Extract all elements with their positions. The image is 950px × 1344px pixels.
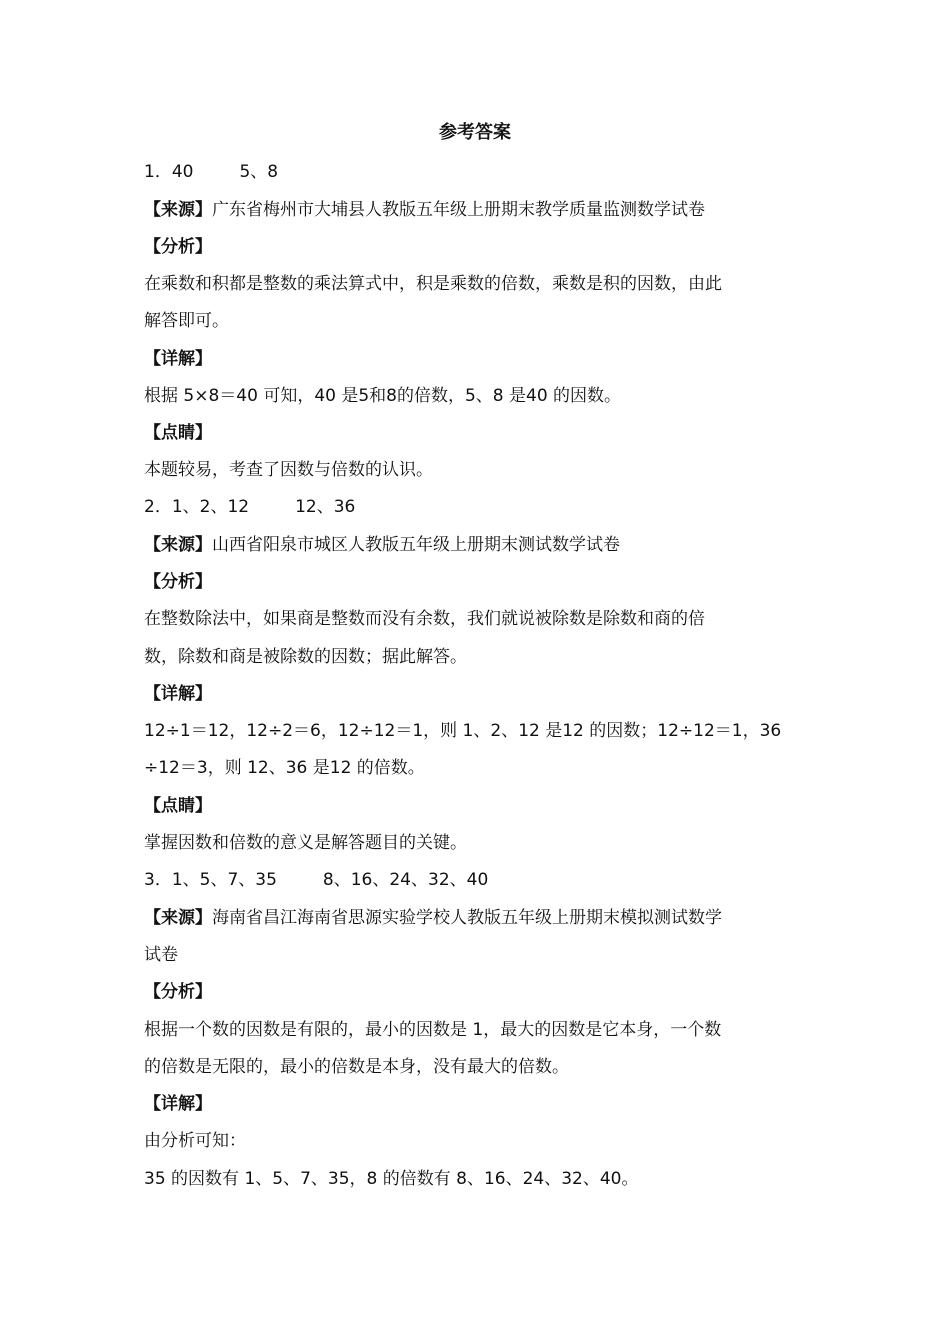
- q1-source-line: [144, 196, 804, 224]
- q1-number: 1．: [144, 162, 172, 182]
- q2-detail-line2: ÷12＝3，则 12、36 是12 的倍数。: [144, 758, 425, 778]
- q3-analysis-line1: 根据一个数的因数是有限的，最小的因数是 1，最大的因数是它本身，一个数: [144, 1020, 722, 1040]
- q2-detail-line1: 12÷1＝12，12÷2＝6，12÷12＝1，则 1、2、12 是12 的因数；12÷12＝1，36: [144, 721, 782, 741]
- q3-source-line1: 海南省昌江海南省思源实验学校人教版五年级上册期末模拟测试数学: [212, 908, 722, 928]
- page-title: 参考答案: [439, 122, 511, 143]
- q3-source-line: [144, 904, 804, 932]
- q2-detail-label: 【详解】: [144, 684, 212, 704]
- q1-analysis-line2: 解答即可。: [144, 311, 229, 331]
- q3-number: 3．: [144, 870, 172, 890]
- q3-detail-line1: 由分析可知：: [144, 1131, 246, 1151]
- q3-detail-label: 【详解】: [144, 1094, 212, 1114]
- q1-answer-a: 40: [171, 162, 194, 182]
- q2-comment-label: 【点睛】: [144, 796, 212, 816]
- q1-comment-label: 【点睛】: [144, 423, 212, 443]
- q3-analysis-label: 【分析】: [144, 982, 212, 1002]
- q1-answer-b: 5、8: [239, 162, 279, 182]
- q2-source: 山西省阳泉市城区人教版五年级上册期末测试数学试卷: [212, 535, 620, 555]
- q1-detail-line1: 根据 5×8＝40 可知，40 是5和8的倍数，5、8 是40 的因数。: [144, 386, 622, 406]
- q3-answer-line: [144, 866, 804, 894]
- q3-detail-line2: 35 的因数有 1、5、7、35，8 的倍数有 8、16、24、32、40。: [144, 1169, 639, 1189]
- q2-number: 2．: [144, 497, 172, 517]
- q2-source-line: [144, 531, 804, 559]
- q3-answer-a: 1、5、7、35: [171, 870, 277, 890]
- q2-answer-b: 12、36: [295, 497, 356, 517]
- q1-source-label: 【来源】: [144, 200, 212, 220]
- q1-answer-line: [144, 158, 804, 186]
- q3-source-label: 【来源】: [144, 908, 212, 928]
- q3-analysis-line2: 的倍数是无限的，最小的倍数是本身，没有最大的倍数。: [144, 1057, 569, 1077]
- q2-analysis-line1: 在整数除法中，如果商是整数而没有余数，我们就说被除数是除数和商的倍: [144, 609, 705, 629]
- q1-detail-label: 【详解】: [144, 349, 212, 369]
- q2-answer-line: [144, 493, 804, 521]
- q2-analysis-label: 【分析】: [144, 572, 212, 592]
- q3-source-line2: 试卷: [144, 945, 178, 965]
- q3-answer-b: 8、16、24、32、40: [322, 870, 489, 890]
- q2-analysis-line2: 数，除数和商是被除数的因数；据此解答。: [144, 647, 467, 667]
- q2-comment-line1: 掌握因数和倍数的意义是解答题目的关键。: [144, 833, 467, 853]
- q1-comment-line1: 本题较易，考查了因数与倍数的认识。: [144, 460, 433, 480]
- q2-source-label: 【来源】: [144, 535, 212, 555]
- q1-source: 广东省梅州市大埔县人教版五年级上册期末教学质量监测数学试卷: [212, 200, 705, 220]
- q2-answer-a: 1、2、12: [171, 497, 250, 517]
- q1-analysis-line1: 在乘数和积都是整数的乘法算式中，积是乘数的倍数，乘数是积的因数，由此: [144, 274, 722, 294]
- q1-analysis-label: 【分析】: [144, 237, 212, 257]
